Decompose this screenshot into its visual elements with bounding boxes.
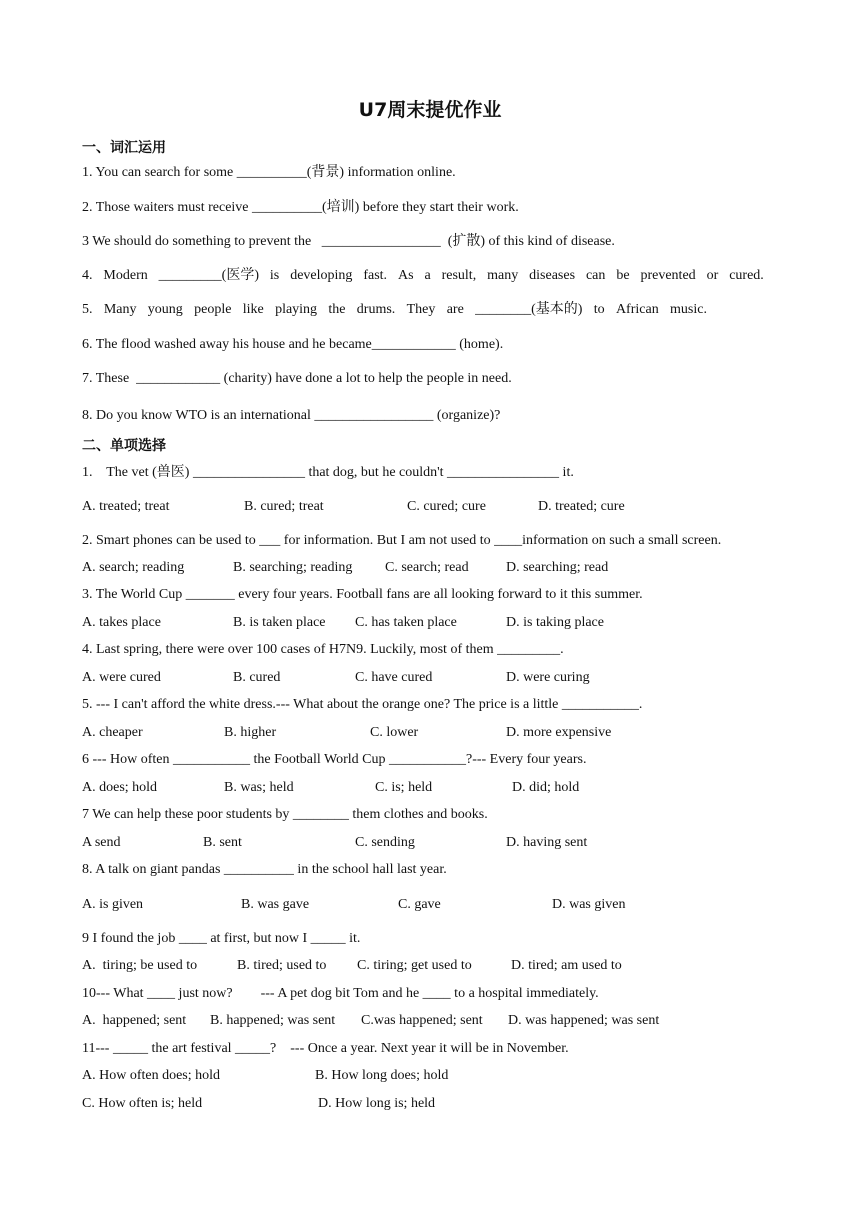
option-9b: B. tired; used to	[237, 958, 327, 973]
word: cured.	[729, 268, 764, 283]
page-title: U7周末提优作业	[358, 99, 502, 121]
word: or	[706, 268, 719, 283]
vocab-item-2: 2. Those waiters must receive __________(培训) before they start their work.	[82, 200, 519, 215]
option-9d: D. tired; am used to	[511, 958, 622, 973]
question-4: 4. Last spring, there were over 100 cases of H7N9. Luckily, most of them _________.	[82, 642, 564, 657]
vocab-item-1: 1. You can search for some __________(背景) information online.	[82, 165, 456, 180]
option-4d: D. were curing	[506, 670, 590, 685]
question-8: 8. A talk on giant pandas __________ in the school hall last year.	[82, 862, 447, 877]
option-5b: B. higher	[224, 725, 277, 740]
option-8d: D. was given	[552, 897, 626, 912]
option-9a: A. tiring; be used to	[82, 958, 198, 973]
word: _________(医学)	[158, 268, 259, 283]
question-2: 2. Smart phones can be used to ___ for information. But I am not used to ____information on such a small screen.	[82, 533, 722, 548]
option-8c: C. gave	[398, 897, 441, 912]
option-2b: B. searching; reading	[233, 560, 353, 575]
option-1c: C. cured; cure	[407, 499, 486, 514]
question-1: 1. The vet (兽医) ________________ that dog, but he couldn't ________________ it.	[82, 465, 574, 480]
option-5a: A. cheaper	[82, 725, 143, 740]
option-3c: C. has taken place	[355, 615, 457, 630]
word: result,	[441, 268, 477, 283]
word: prevented	[640, 268, 696, 283]
option-11c: C. How often is; held	[82, 1096, 203, 1111]
word: many	[487, 268, 519, 283]
option-7c: C. sending	[355, 835, 415, 850]
option-8a: A. is given	[82, 897, 144, 912]
word: Modern	[103, 268, 148, 283]
option-11a: A. How often does; hold	[82, 1068, 221, 1083]
word: As	[397, 268, 414, 283]
option-5d: D. more expensive	[506, 725, 612, 740]
option-6a: A. does; hold	[82, 780, 158, 795]
option-2a: A. search; reading	[82, 560, 185, 575]
vocab-item-6: 6. The flood washed away his house and he became____________ (home).	[82, 337, 504, 352]
option-2d: D. searching; read	[506, 560, 609, 575]
word: music.	[670, 302, 707, 317]
option-5c: C. lower	[370, 725, 419, 740]
question-9: 9 I found the job ____ at first, but now I _____ it.	[82, 931, 361, 946]
option-1a: A. treated; treat	[82, 499, 170, 514]
option-6c: C. is; held	[375, 780, 433, 795]
option-10b: B. happened; was sent	[210, 1013, 336, 1028]
word: African	[615, 302, 659, 317]
word: playing	[275, 302, 318, 317]
word: to	[593, 302, 605, 317]
option-11d: D. How long is; held	[318, 1096, 436, 1111]
word: can	[585, 268, 606, 283]
word: people	[194, 302, 232, 317]
option-3a: A. takes place	[82, 615, 161, 630]
word: 5.	[82, 302, 93, 317]
word: They	[406, 302, 436, 317]
section-heading-multiple-choice: 二、单项选择	[82, 438, 166, 454]
option-10d: D. was happened; was sent	[508, 1013, 660, 1028]
option-7d: D. having sent	[506, 835, 588, 850]
word: the	[328, 302, 346, 317]
option-10c: C.was happened; sent	[361, 1013, 483, 1028]
question-10: 10--- What ____ just now? --- A pet dog bit Tom and he ____ to a hospital immediately.	[82, 986, 599, 1001]
question-3: 3. The World Cup _______ every four years. Football fans are all looking forward to it this summer.	[82, 587, 643, 602]
vocab-item-8: 8. Do you know WTO is an international _________________ (organize)?	[82, 408, 501, 423]
word: fast.	[363, 268, 388, 283]
option-9c: C. tiring; get used to	[357, 958, 472, 973]
vocab-item-5	[82, 301, 707, 319]
option-4c: C. have cured	[355, 670, 433, 685]
word: a	[424, 268, 431, 283]
question-7: 7 We can help these poor students by ________ them clothes and books.	[82, 807, 488, 822]
option-7a: A send	[82, 835, 121, 850]
option-3b: B. is taken place	[233, 615, 326, 630]
word: ________(基本的)	[475, 302, 583, 317]
option-2c: C. search; read	[385, 560, 469, 575]
vocab-item-7: 7. These ____________ (charity) have done a lot to help the people in need.	[82, 371, 512, 386]
question-11: 11--- _____ the art festival _____? --- Once a year. Next year it will be in November.	[82, 1041, 569, 1056]
word: young	[147, 302, 183, 317]
vocab-item-3: 3 We should do something to prevent the _________________ (扩散) of this kind of disease.	[82, 234, 615, 249]
option-3d: D. is taking place	[506, 615, 604, 630]
option-4a: A. were cured	[82, 670, 161, 685]
word: drums.	[356, 302, 396, 317]
option-1b: B. cured; treat	[244, 499, 324, 514]
option-4b: B. cured	[233, 670, 281, 685]
word: is	[269, 268, 280, 283]
word: developing	[290, 268, 353, 283]
option-1d: D. treated; cure	[538, 499, 625, 514]
question-6: 6 --- How often ___________ the Football World Cup ___________?--- Every four years.	[82, 752, 587, 767]
option-11b: B. How long does; hold	[315, 1068, 449, 1083]
option-6b: B. was; held	[224, 780, 294, 795]
option-6d: D. did; hold	[512, 780, 580, 795]
word: like	[242, 302, 264, 317]
option-10a: A. happened; sent	[82, 1013, 187, 1028]
word: diseases	[529, 268, 576, 283]
word: Many	[103, 302, 137, 317]
word: be	[616, 268, 630, 283]
option-7b: B. sent	[203, 835, 242, 850]
word: 4.	[82, 268, 93, 283]
section-heading-vocabulary: 一、词汇运用	[82, 140, 166, 156]
question-5: 5. --- I can't afford the white dress.--- What about the orange one? The price is a little ___________.	[82, 697, 643, 712]
vocab-item-4	[82, 267, 764, 285]
word: are	[446, 302, 464, 317]
option-8b: B. was gave	[241, 897, 310, 912]
